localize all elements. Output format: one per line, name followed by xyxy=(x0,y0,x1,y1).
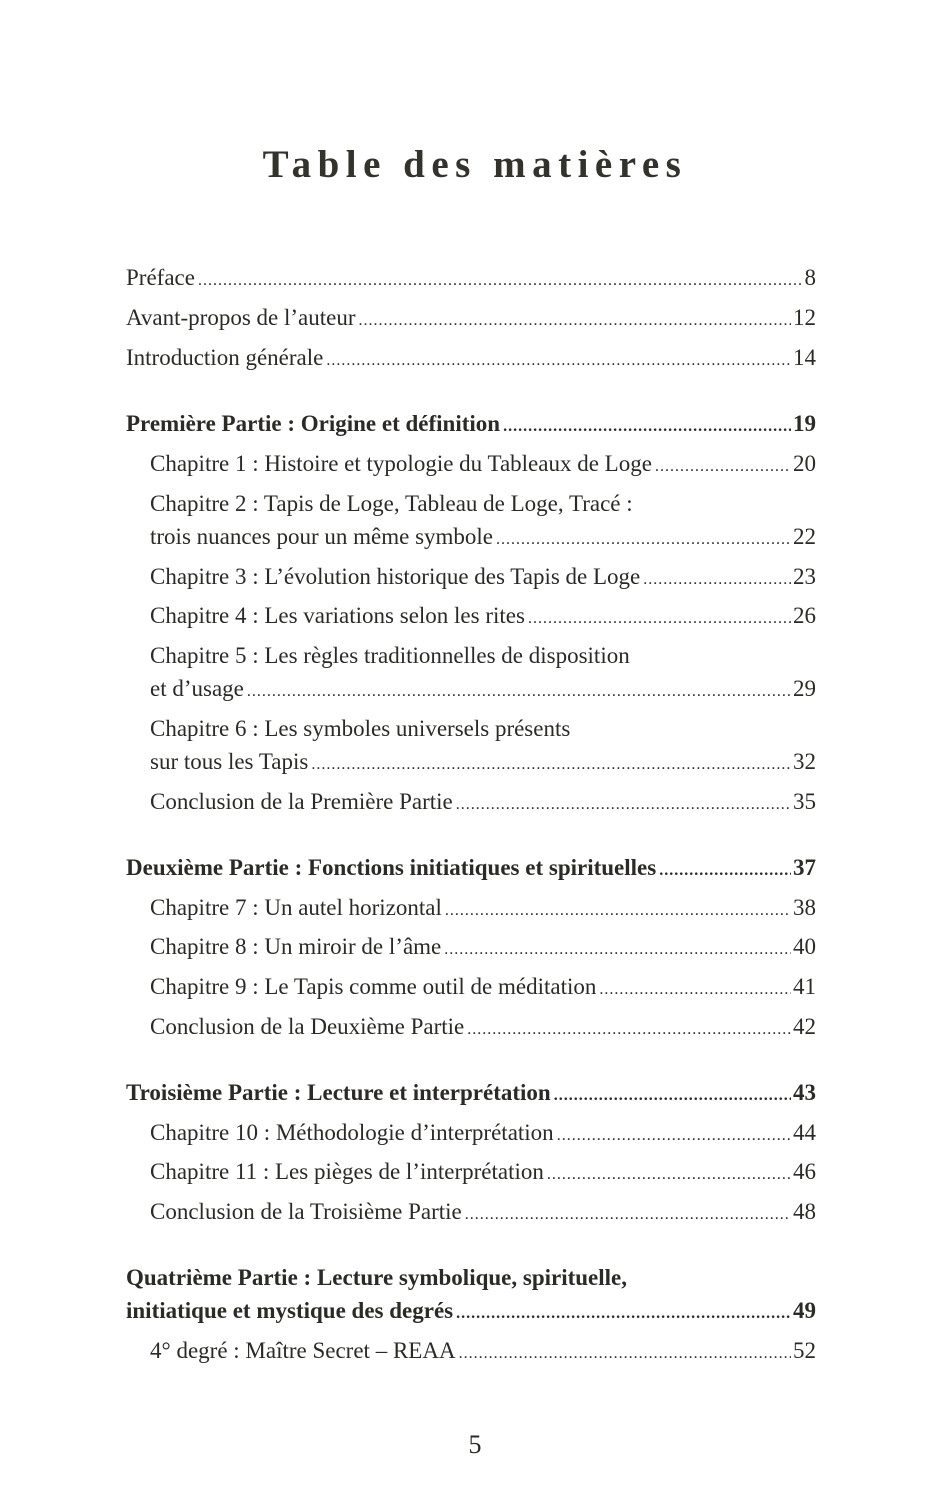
toc-part-label-line1: Quatrième Partie : Lecture symbolique, spirituelle, xyxy=(126,1265,628,1290)
toc-page-number: 41 xyxy=(793,974,816,999)
toc-page-number: 48 xyxy=(793,1199,816,1224)
dot-leader xyxy=(554,1080,791,1112)
toc-entry-label: Chapitre 11 : Les pièges de l’interprétation xyxy=(150,1159,544,1184)
toc-entry-label: sur tous les Tapis xyxy=(150,749,309,774)
toc-page-number: 22 xyxy=(793,524,816,549)
toc-chapter-6[interactable] xyxy=(150,713,816,777)
toc-entry-preface[interactable] xyxy=(126,262,816,294)
toc-chapter-9[interactable] xyxy=(150,971,816,1003)
dot-leader xyxy=(655,451,791,483)
page-number: 5 xyxy=(468,1430,482,1459)
toc-part-label: Troisième Partie : Lecture et interprétation xyxy=(126,1080,551,1105)
dot-leader xyxy=(247,676,791,708)
toc-entry-label: Chapitre 3 : L’évolution historique des Tapis de Loge xyxy=(150,564,641,589)
toc-entry-label-line1: Chapitre 5 : Les règles traditionnelles de disposition xyxy=(150,643,630,668)
dot-leader xyxy=(311,749,791,781)
toc-page-number: 43 xyxy=(793,1080,816,1105)
dot-leader xyxy=(459,1338,791,1370)
dot-leader xyxy=(547,1159,791,1191)
toc-entry-label: Chapitre 4 : Les variations selon les rites xyxy=(150,603,525,628)
toc-entry-label: Conclusion de la Deuxième Partie xyxy=(150,1014,465,1039)
dot-leader xyxy=(643,564,791,596)
dot-leader xyxy=(503,411,791,443)
toc-entry-label: 4° degré : Maître Secret – REAA xyxy=(150,1338,456,1363)
toc-part-4[interactable] xyxy=(126,1262,816,1326)
toc-page-number: 12 xyxy=(793,305,816,330)
toc-page-number: 19 xyxy=(793,411,816,436)
dot-leader xyxy=(444,934,791,966)
toc-chapter-1[interactable] xyxy=(150,448,816,480)
toc-chapter-5[interactable] xyxy=(150,640,816,704)
toc-chapter-2[interactable] xyxy=(150,488,816,552)
toc-chapter-10[interactable] xyxy=(150,1117,816,1149)
toc-page-number: 52 xyxy=(793,1338,816,1363)
toc-page-number: 44 xyxy=(793,1120,816,1145)
toc-page-number: 37 xyxy=(793,855,816,880)
toc-conclusion-part-1[interactable] xyxy=(150,786,816,818)
toc-part-1[interactable] xyxy=(126,408,816,440)
toc-page-number: 42 xyxy=(793,1014,816,1039)
dot-leader xyxy=(496,524,791,556)
toc-entry-label: Chapitre 1 : Histoire et typologie du Tableaux de Loge xyxy=(150,451,652,476)
toc-entry-label-line1: Chapitre 2 : Tapis de Loge, Tableau de Loge, Tracé : xyxy=(150,491,633,516)
toc-entry-label: Chapitre 7 : Un autel horizontal xyxy=(150,895,442,920)
page-title: Table des matières xyxy=(262,143,688,186)
dot-leader xyxy=(326,345,791,377)
dot-leader xyxy=(528,603,791,635)
toc-conclusion-part-3[interactable] xyxy=(150,1196,816,1228)
toc-entry-label: Chapitre 8 : Un miroir de l’âme xyxy=(150,934,442,959)
dot-leader xyxy=(599,974,791,1006)
dot-leader xyxy=(359,305,792,337)
toc-page-number: 38 xyxy=(793,895,816,920)
toc-page-number: 46 xyxy=(793,1159,816,1184)
toc-page-number: 20 xyxy=(793,451,816,476)
toc-page-number: 23 xyxy=(793,564,816,589)
toc-part-label: Première Partie : Origine et définition xyxy=(126,411,501,436)
toc-chapter-4[interactable] xyxy=(150,600,816,632)
toc-page-number: 32 xyxy=(793,749,816,774)
toc-entry-label: Avant-propos de l’auteur xyxy=(126,305,356,330)
toc-entry-label: Conclusion de la Troisième Partie xyxy=(150,1199,462,1224)
toc-part-label: initiatique et mystique des degrés xyxy=(126,1298,454,1323)
toc-part-3[interactable] xyxy=(126,1077,816,1109)
toc-page-number: 29 xyxy=(793,676,816,701)
toc-page-number: 14 xyxy=(793,345,816,370)
dot-leader xyxy=(456,789,791,821)
dot-leader xyxy=(467,1014,791,1046)
toc-degree-4[interactable] xyxy=(150,1335,816,1367)
toc-chapter-3[interactable] xyxy=(150,561,816,593)
toc-entry-label: Introduction générale xyxy=(126,345,324,370)
toc-entry-label: trois nuances pour un même symbole xyxy=(150,524,494,549)
toc-page-number: 35 xyxy=(793,789,816,814)
toc-chapter-11[interactable] xyxy=(150,1156,816,1188)
toc-entry-label: Chapitre 9 : Le Tapis comme outil de méditation xyxy=(150,974,597,999)
toc-part-label: Deuxième Partie : Fonctions initiatiques et spirituelles xyxy=(126,855,657,880)
dot-leader xyxy=(456,1298,791,1330)
toc-entry-label: Préface xyxy=(126,265,195,290)
dot-leader xyxy=(557,1120,791,1152)
toc-entry-avant-propos[interactable] xyxy=(126,302,816,334)
dot-leader xyxy=(198,265,803,297)
toc-chapter-8[interactable] xyxy=(150,931,816,963)
toc-entry-introduction[interactable] xyxy=(126,342,816,374)
dot-leader xyxy=(445,895,791,927)
toc-part-2[interactable] xyxy=(126,852,816,884)
toc-page-number: 26 xyxy=(793,603,816,628)
toc-conclusion-part-2[interactable] xyxy=(150,1011,816,1043)
toc-entry-label: Conclusion de la Première Partie xyxy=(150,789,453,814)
toc-entry-label: et d’usage xyxy=(150,676,244,701)
dot-leader xyxy=(465,1199,791,1231)
toc-chapter-7[interactable] xyxy=(150,892,816,924)
dot-leader xyxy=(659,855,791,887)
toc-page-number: 49 xyxy=(793,1298,816,1323)
toc-page-number: 8 xyxy=(804,265,816,290)
toc-entry-label: Chapitre 10 : Méthodologie d’interprétation xyxy=(150,1120,554,1145)
toc-page-number: 40 xyxy=(793,934,816,959)
toc-entry-label-line1: Chapitre 6 : Les symboles universels présents xyxy=(150,716,571,741)
